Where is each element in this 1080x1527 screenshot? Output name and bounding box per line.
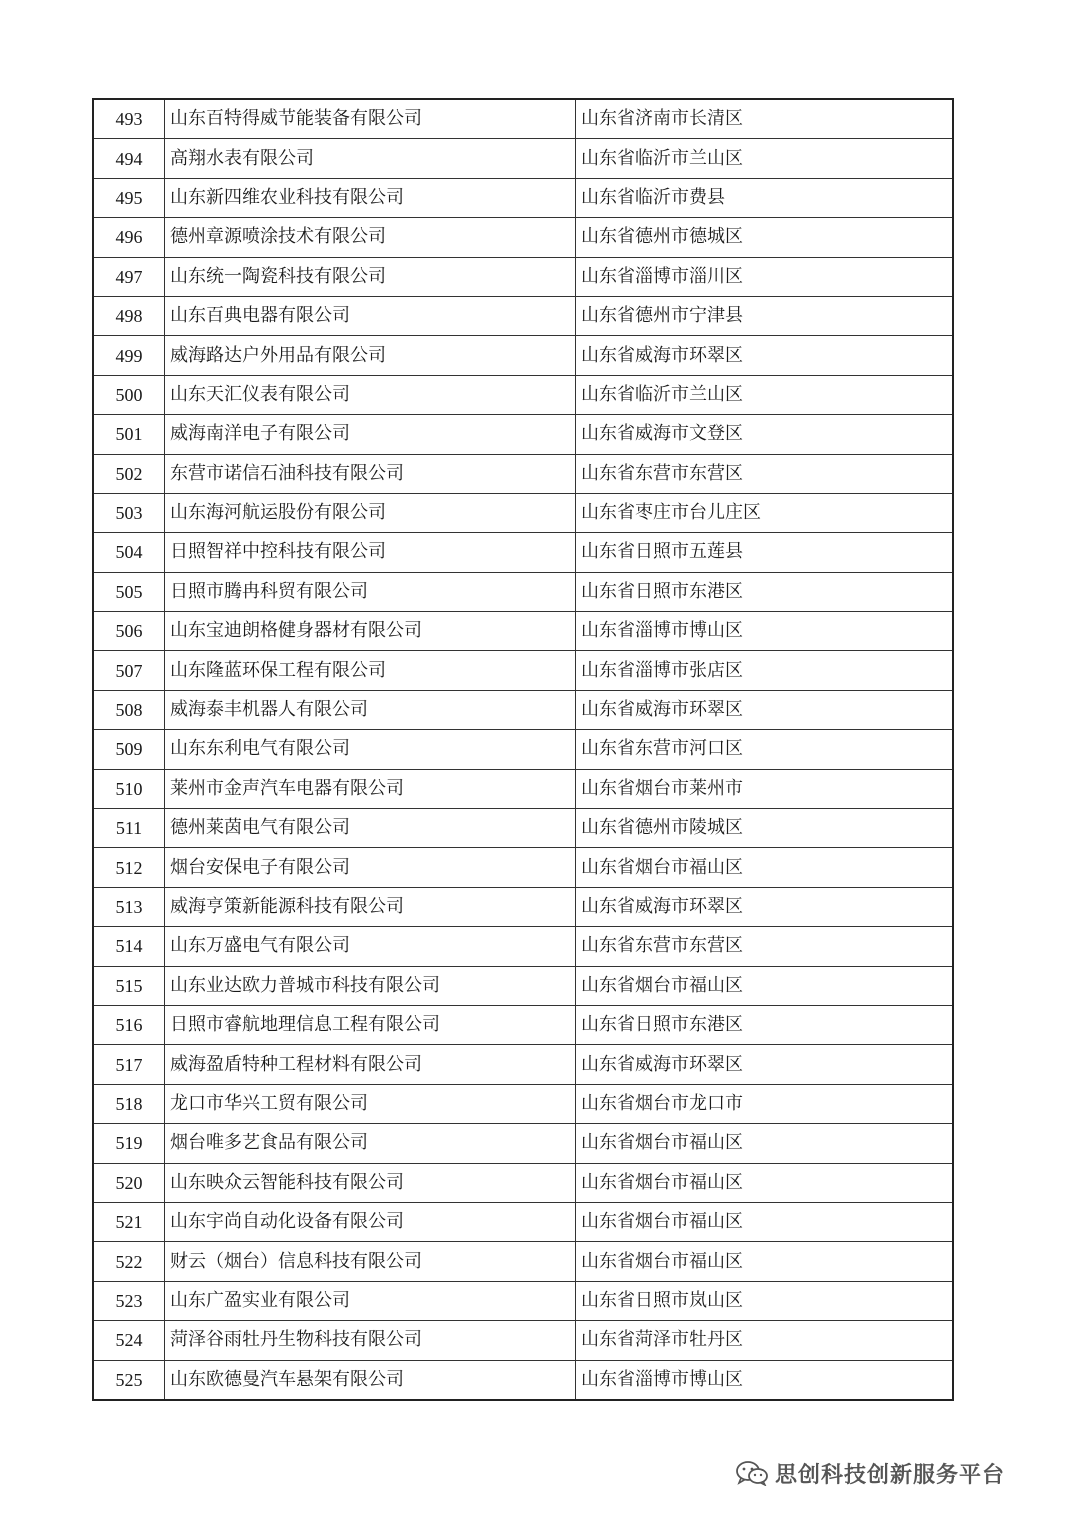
company-location: 山东省东营市河口区 (576, 730, 954, 769)
company-location: 山东省烟台市福山区 (576, 1202, 954, 1241)
row-number: 520 (93, 1163, 165, 1202)
table-row (93, 1360, 953, 1400)
table-row (93, 730, 953, 769)
company-name: 山东隆蓝环保工程有限公司 (165, 651, 576, 690)
company-name: 山东映众云智能科技有限公司 (165, 1163, 576, 1202)
row-number: 509 (93, 730, 165, 769)
company-location: 山东省日照市五莲县 (576, 533, 954, 572)
table-row (93, 1045, 953, 1084)
company-name: 山东万盛电气有限公司 (165, 927, 576, 966)
row-number: 507 (93, 651, 165, 690)
company-name: 东营市诺信石油科技有限公司 (165, 454, 576, 493)
company-name: 山东百特得威节能装备有限公司 (165, 99, 576, 139)
company-location: 山东省烟台市福山区 (576, 966, 954, 1005)
company-name: 莱州市金声汽车电器有限公司 (165, 769, 576, 808)
row-number: 525 (93, 1360, 165, 1400)
company-name: 威海泰丰机器人有限公司 (165, 690, 576, 729)
table-row (93, 375, 953, 414)
row-number: 523 (93, 1281, 165, 1320)
company-name: 山东天汇仪表有限公司 (165, 375, 576, 414)
table-row (93, 139, 953, 178)
company-location: 山东省日照市东港区 (576, 572, 954, 611)
table-row (93, 533, 953, 572)
company-location: 山东省烟台市福山区 (576, 1242, 954, 1281)
company-location: 山东省烟台市福山区 (576, 848, 954, 887)
company-location: 山东省威海市环翠区 (576, 690, 954, 729)
company-name: 山东统一陶瓷科技有限公司 (165, 257, 576, 296)
row-number: 493 (93, 99, 165, 139)
company-location: 山东省临沂市费县 (576, 178, 954, 217)
company-location: 山东省德州市宁津县 (576, 296, 954, 335)
company-name: 日照市睿航地理信息工程有限公司 (165, 1005, 576, 1044)
row-number: 521 (93, 1202, 165, 1241)
company-location: 山东省威海市环翠区 (576, 336, 954, 375)
table-row (93, 1281, 953, 1320)
row-number: 500 (93, 375, 165, 414)
company-location: 山东省东营市东营区 (576, 927, 954, 966)
table-row (93, 572, 953, 611)
company-name: 山东广盈实业有限公司 (165, 1281, 576, 1320)
row-number: 501 (93, 415, 165, 454)
company-name: 山东业达欧力普城市科技有限公司 (165, 966, 576, 1005)
table-row (93, 257, 953, 296)
row-number: 519 (93, 1124, 165, 1163)
table-row (93, 493, 953, 532)
company-name: 菏泽谷雨牡丹生物科技有限公司 (165, 1321, 576, 1360)
company-name: 日照智祥中控科技有限公司 (165, 533, 576, 572)
table-row (93, 1202, 953, 1241)
company-name: 威海盈盾特种工程材料有限公司 (165, 1045, 576, 1084)
company-location: 山东省德州市陵城区 (576, 809, 954, 848)
company-location: 山东省临沂市兰山区 (576, 139, 954, 178)
table-row (93, 1084, 953, 1123)
enterprise-list-table (92, 98, 954, 1401)
company-name: 山东海河航运股份有限公司 (165, 493, 576, 532)
company-location: 山东省德州市德城区 (576, 218, 954, 257)
company-location: 山东省烟台市福山区 (576, 1124, 954, 1163)
company-name: 山东宝迪朗格健身器材有限公司 (165, 612, 576, 651)
row-number: 498 (93, 296, 165, 335)
company-name: 山东欧德曼汽车悬架有限公司 (165, 1360, 576, 1400)
company-name: 烟台唯多艺食品有限公司 (165, 1124, 576, 1163)
company-location: 山东省烟台市龙口市 (576, 1084, 954, 1123)
company-name: 威海亨策新能源科技有限公司 (165, 887, 576, 926)
table-row (93, 887, 953, 926)
table-row (93, 966, 953, 1005)
row-number: 518 (93, 1084, 165, 1123)
table-row (93, 769, 953, 808)
company-location: 山东省临沂市兰山区 (576, 375, 954, 414)
row-number: 497 (93, 257, 165, 296)
company-name: 山东百典电器有限公司 (165, 296, 576, 335)
table-row (93, 848, 953, 887)
row-number: 524 (93, 1321, 165, 1360)
company-location: 山东省淄博市博山区 (576, 1360, 954, 1400)
table-row (93, 178, 953, 217)
watermark-text: 思创科技创新服务平台 (775, 1462, 1006, 1488)
row-number: 508 (93, 690, 165, 729)
row-number: 502 (93, 454, 165, 493)
row-number: 515 (93, 966, 165, 1005)
row-number: 506 (93, 612, 165, 651)
row-number: 511 (93, 809, 165, 848)
company-name: 烟台安保电子有限公司 (165, 848, 576, 887)
company-location: 山东省日照市岚山区 (576, 1281, 954, 1320)
company-location: 山东省淄博市张店区 (576, 651, 954, 690)
company-name: 威海南洋电子有限公司 (165, 415, 576, 454)
row-number: 513 (93, 887, 165, 926)
table-row (93, 1163, 953, 1202)
company-location: 山东省淄博市淄川区 (576, 257, 954, 296)
table-row (93, 809, 953, 848)
table-row (93, 1321, 953, 1360)
company-name: 龙口市华兴工贸有限公司 (165, 1084, 576, 1123)
row-number: 517 (93, 1045, 165, 1084)
row-number: 514 (93, 927, 165, 966)
table-row (93, 296, 953, 335)
row-number: 510 (93, 769, 165, 808)
row-number: 496 (93, 218, 165, 257)
table-row (93, 336, 953, 375)
row-number: 505 (93, 572, 165, 611)
company-location: 山东省烟台市莱州市 (576, 769, 954, 808)
company-location: 山东省威海市环翠区 (576, 887, 954, 926)
company-location: 山东省枣庄市台儿庄区 (576, 493, 954, 532)
row-number: 499 (93, 336, 165, 375)
company-location: 山东省日照市东港区 (576, 1005, 954, 1044)
row-number: 516 (93, 1005, 165, 1044)
table-row (93, 454, 953, 493)
company-name: 日照市腾冉科贸有限公司 (165, 572, 576, 611)
table-row (93, 612, 953, 651)
company-name: 山东新四维农业科技有限公司 (165, 178, 576, 217)
company-name: 山东东利电气有限公司 (165, 730, 576, 769)
table-row (93, 651, 953, 690)
company-location: 山东省烟台市福山区 (576, 1163, 954, 1202)
company-name: 德州莱茵电气有限公司 (165, 809, 576, 848)
company-name: 财云（烟台）信息科技有限公司 (165, 1242, 576, 1281)
company-name: 威海路达户外用品有限公司 (165, 336, 576, 375)
row-number: 495 (93, 178, 165, 217)
table-row (93, 1242, 953, 1281)
company-location: 山东省淄博市博山区 (576, 612, 954, 651)
row-number: 503 (93, 493, 165, 532)
table-row (93, 690, 953, 729)
company-name: 高翔水表有限公司 (165, 139, 576, 178)
table-row (93, 927, 953, 966)
wechat-icon (735, 1460, 769, 1486)
company-location: 山东省威海市文登区 (576, 415, 954, 454)
company-location: 山东省东营市东营区 (576, 454, 954, 493)
company-location: 山东省威海市环翠区 (576, 1045, 954, 1084)
company-name: 山东宇尚自动化设备有限公司 (165, 1202, 576, 1241)
row-number: 504 (93, 533, 165, 572)
wechat-watermark (735, 1458, 1005, 1488)
table-row (93, 1124, 953, 1163)
table-body (93, 99, 953, 1400)
company-location: 山东省菏泽市牡丹区 (576, 1321, 954, 1360)
row-number: 512 (93, 848, 165, 887)
row-number: 522 (93, 1242, 165, 1281)
company-location: 山东省济南市长清区 (576, 99, 954, 139)
table-row (93, 218, 953, 257)
table-row (93, 1005, 953, 1044)
company-name: 德州章源喷涂技术有限公司 (165, 218, 576, 257)
table-row (93, 415, 953, 454)
table-row (93, 99, 953, 139)
row-number: 494 (93, 139, 165, 178)
